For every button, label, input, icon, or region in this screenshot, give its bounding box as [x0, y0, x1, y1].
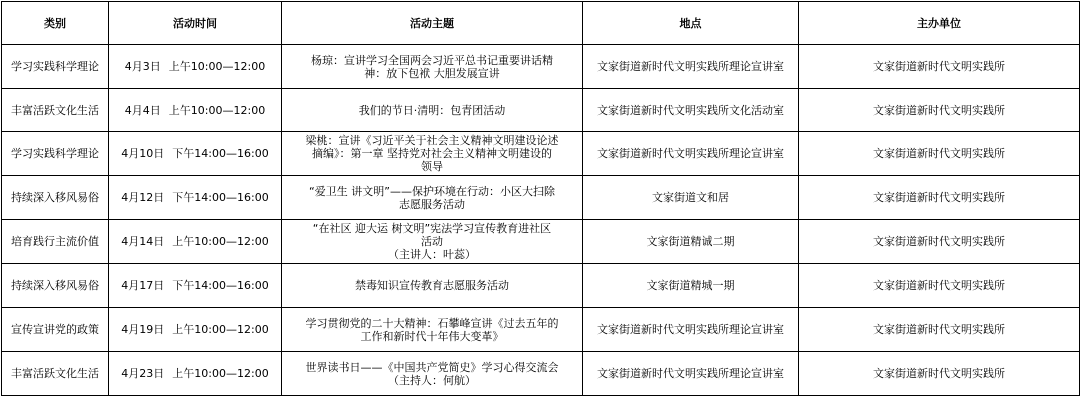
organizer-cell: 文家街道新时代文明实践所 [799, 89, 1080, 132]
time-cell [109, 45, 282, 89]
category-cell: 丰富活跃文化生活 [2, 89, 109, 132]
time-text: 上午10:00—12:00 [172, 367, 269, 380]
activity-schedule-table [1, 1, 1080, 396]
topic-line: 世界读书日——《中国共产党简史》学习心得交流会 [305, 360, 559, 374]
header-location: 地点 [583, 2, 799, 45]
time-text: 下午14:00—16:00 [172, 279, 269, 292]
table-row [2, 89, 1080, 132]
time-cell [109, 352, 282, 396]
table-row [2, 45, 1080, 89]
organizer-cell: 文家街道新时代文明实践所 [799, 264, 1080, 308]
table-row [2, 176, 1080, 220]
table-row [2, 264, 1080, 308]
date-text: 4月14日 [121, 235, 165, 248]
topic-line: 领导 [421, 160, 443, 173]
topic-line: （主讲人：叶蕊） [388, 248, 476, 261]
topic-cell [282, 45, 583, 89]
topic-cell [282, 89, 583, 132]
date-text: 4月19日 [121, 323, 165, 336]
time-text: 上午10:00—12:00 [172, 235, 269, 248]
date-text: 4月3日 [124, 60, 161, 73]
category-cell: 培育践行主流价值 [2, 220, 109, 264]
time-text: 上午10:00—12:00 [172, 323, 269, 336]
table-row [2, 132, 1080, 176]
organizer-cell: 文家街道新时代文明实践所 [799, 308, 1080, 352]
time-cell [109, 264, 282, 308]
topic-cell [282, 132, 583, 176]
table-row [2, 352, 1080, 396]
topic-line: （主持人：何航） [388, 373, 476, 387]
date-text: 4月4日 [124, 103, 161, 117]
topic-line: 神：放下包袱 大胆发展宣讲 [364, 66, 500, 80]
location-cell: 文家街道文和居 [583, 176, 799, 220]
location-cell: 文家街道精诚二期 [583, 220, 799, 264]
location-cell: 文家街道新时代文明实践所理论宣讲室 [583, 352, 799, 396]
topic-line: 禁毒知识宣传教育志愿服务活动 [355, 279, 509, 292]
header-activity-time: 活动时间 [109, 2, 282, 45]
topic-line: “爱卫生 讲文明”——保护环境在行动：小区大扫除 [309, 184, 555, 198]
topic-cell [282, 264, 583, 308]
time-cell [109, 220, 282, 264]
time-text: 下午14:00—16:00 [172, 191, 269, 204]
location-cell: 文家街道新时代文明实践所理论宣讲室 [583, 45, 799, 89]
organizer-cell: 文家街道新时代文明实践所 [799, 176, 1080, 220]
organizer-cell: 文家街道新时代文明实践所 [799, 220, 1080, 264]
location-cell: 文家街道新时代文明实践所理论宣讲室 [583, 132, 799, 176]
organizer-cell: 文家街道新时代文明实践所 [799, 352, 1080, 396]
topic-line: 学习贯彻党的二十大精神：石攀峰宣讲《过去五年的 [305, 316, 559, 330]
category-cell: 持续深入移风易俗 [2, 176, 109, 220]
table-row [2, 220, 1080, 264]
location-cell: 文家街道精城一期 [583, 264, 799, 308]
location-cell: 文家街道新时代文明实践所文化活动室 [583, 89, 799, 132]
topic-line: 活动 [421, 235, 443, 248]
time-cell [109, 132, 282, 176]
table-header-row [2, 2, 1080, 45]
category-cell: 学习实践科学理论 [2, 132, 109, 176]
category-cell: 学习实践科学理论 [2, 45, 109, 89]
table-row [2, 308, 1080, 352]
date-text: 4月10日 [121, 147, 165, 160]
time-text: 下午14:00—16:00 [172, 147, 269, 160]
topic-cell [282, 352, 583, 396]
topic-line: 工作和新时代十年伟大变革》 [360, 329, 504, 343]
topic-line: 我们的节日·清明：包青团活动 [358, 103, 506, 117]
topic-line: “在社区 迎大运 树文明”宪法学习宣传教育进社区 [312, 222, 552, 235]
header-category: 类别 [2, 2, 109, 45]
topic-line: 梁桃：宣讲《习近平关于社会主义精神文明建设论述 [305, 134, 559, 147]
topic-line: 杨琼：宣讲学习全国两会习近平总书记重要讲话精 [311, 53, 553, 67]
time-text: 上午10:00—12:00 [168, 60, 266, 73]
topic-cell [282, 220, 583, 264]
time-text: 上午10:00—12:00 [168, 103, 266, 117]
topic-line: 摘编》：第一章 坚持党对社会主义精神文明建设的 [312, 147, 552, 160]
organizer-cell: 文家街道新时代文明实践所 [799, 45, 1080, 89]
date-text: 4月23日 [121, 367, 165, 380]
category-cell: 持续深入移风易俗 [2, 264, 109, 308]
location-cell: 文家街道新时代文明实践所理论宣讲室 [583, 308, 799, 352]
date-text: 4月12日 [121, 191, 165, 204]
topic-line: 志愿服务活动 [399, 197, 465, 211]
organizer-cell: 文家街道新时代文明实践所 [799, 132, 1080, 176]
topic-cell [282, 176, 583, 220]
category-cell: 丰富活跃文化生活 [2, 352, 109, 396]
topic-cell [282, 308, 583, 352]
date-text: 4月17日 [121, 279, 165, 292]
time-cell [109, 89, 282, 132]
header-organizer: 主办单位 [799, 2, 1080, 45]
time-cell [109, 308, 282, 352]
category-cell: 宣传宣讲党的政策 [2, 308, 109, 352]
time-cell [109, 176, 282, 220]
header-activity-topic: 活动主题 [282, 2, 583, 45]
